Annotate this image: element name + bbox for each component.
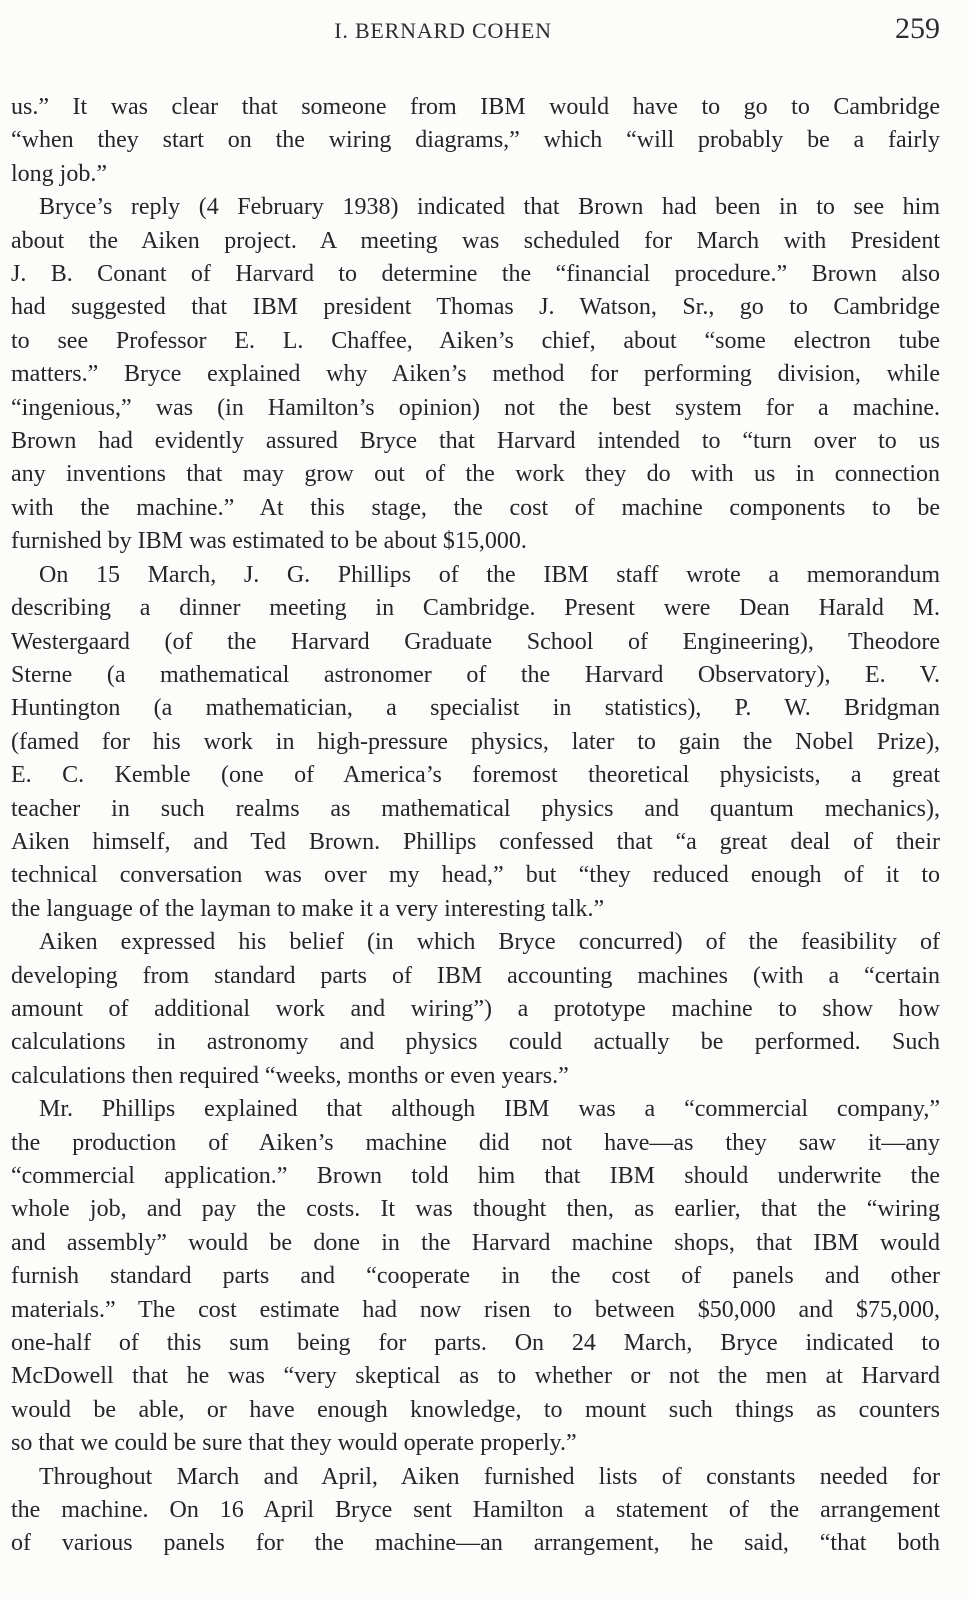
text-line: to see Professor E. L. Chaffee, Aiken’s chief, about “some electron tube bbox=[11, 327, 940, 354]
text-line: furnish standard parts and “cooperate in the cost of panels and other bbox=[11, 1263, 940, 1290]
text-line: any inventions that may grow out of the work they do with us in connection bbox=[11, 461, 940, 488]
text-line: Brown had evidently assured Bryce that Harvard intended to “turn over to us bbox=[11, 428, 940, 455]
text-line: furnished by IBM was estimated to be about $15,000. bbox=[11, 528, 527, 555]
text-line: matters.” Bryce explained why Aiken’s method for performing division, while bbox=[11, 361, 940, 388]
text-line: calculations then required “weeks, months or even years.” bbox=[11, 1062, 569, 1089]
text-line: whole job, and pay the costs. It was thought then, as earlier, that the “wiring bbox=[11, 1196, 940, 1223]
paragraph bbox=[11, 191, 940, 558]
text-line: about the Aiken project. A meeting was scheduled for March with President bbox=[11, 227, 940, 254]
text-line: the language of the layman to make it a very interesting talk.” bbox=[11, 895, 605, 922]
text-line: describing a dinner meeting in Cambridge. Present were Dean Harald M. bbox=[11, 595, 940, 622]
paragraph bbox=[11, 1461, 940, 1561]
text-line: E. C. Kemble (one of America’s foremost theoretical physicists, a great bbox=[11, 762, 940, 789]
running-title: I. BERNARD COHEN bbox=[334, 18, 552, 43]
text-line: amount of additional work and wiring”) a prototype machine to show how bbox=[11, 995, 940, 1022]
paragraph bbox=[11, 559, 940, 926]
paragraph bbox=[11, 91, 940, 191]
text-line: technical conversation was over my head,” but “they reduced enough of it to bbox=[11, 862, 940, 889]
text-line: long job.” bbox=[11, 160, 107, 187]
text-line: Westergaard (of the Harvard Graduate School of Engineering), Theodore bbox=[11, 628, 940, 655]
text-line: one-half of this sum being for parts. On 24 March, Bryce indicated to bbox=[11, 1330, 940, 1357]
page-number: 259 bbox=[895, 12, 940, 45]
text-line: “ingenious,” was (in Hamilton’s opinion) not the best system for a machine. bbox=[11, 394, 940, 421]
text-line: developing from standard parts of IBM accounting machines (with a “certain bbox=[11, 962, 940, 989]
text-line: “when they start on the wiring diagrams,” which “will probably be a fairly bbox=[11, 127, 940, 154]
text-line: calculations in astronomy and physics could actually be performed. Such bbox=[11, 1029, 940, 1056]
text-line: Bryce’s reply (4 February 1938) indicated that Brown had been in to see him bbox=[39, 194, 940, 221]
text-line: Mr. Phillips explained that although IBM was a “commercial company,” bbox=[39, 1096, 940, 1123]
text-line: had suggested that IBM president Thomas J. Watson, Sr., go to Cambridge bbox=[11, 294, 940, 321]
text-line: (famed for his work in high-pressure physics, later to gain the Nobel Prize), bbox=[11, 728, 940, 755]
text-line: On 15 March, J. G. Phillips of the IBM staff wrote a memorandum bbox=[39, 561, 940, 588]
text-line: so that we could be sure that they would operate properly.” bbox=[11, 1430, 577, 1457]
paragraph bbox=[11, 1093, 940, 1460]
text-line: “commercial application.” Brown told him that IBM should underwrite the bbox=[11, 1163, 940, 1189]
text-line: materials.” The cost estimate had now risen to between $50,000 and $75,000, bbox=[11, 1296, 940, 1323]
text-line: us.” It was clear that someone from IBM would have to go to Cambridge bbox=[11, 94, 940, 120]
text-line: and assembly” would be done in the Harvard machine shops, that IBM would bbox=[11, 1229, 940, 1256]
text-line: with the machine.” At this stage, the cost of machine components to be bbox=[11, 494, 940, 521]
text-line: Aiken himself, and Ted Brown. Phillips confessed that “a great deal of their bbox=[11, 828, 940, 855]
paragraph bbox=[11, 926, 940, 1093]
text-line: the machine. On 16 April Bryce sent Hamilton a statement of the arrangement bbox=[11, 1497, 940, 1524]
text-line: Aiken expressed his belief (in which Bryce concurred) of the feasibility of bbox=[39, 929, 940, 956]
text-line: Huntington (a mathematician, a specialist in statistics), P. W. Bridgman bbox=[11, 695, 940, 722]
text-line: Throughout March and April, Aiken furnished lists of constants needed for bbox=[39, 1463, 940, 1490]
text-line: teacher in such realms as mathematical physics and quantum mechanics), bbox=[11, 795, 940, 822]
text-line: would be able, or have enough knowledge, to mount such things as counters bbox=[11, 1396, 940, 1423]
text-line: J. B. Conant of Harvard to determine the “financial procedure.” Brown also bbox=[11, 261, 940, 288]
text-line: the production of Aiken’s machine did not have—as they saw it—any bbox=[11, 1129, 940, 1156]
text-line: of various panels for the machine—an arrangement, he said, “that both bbox=[11, 1530, 940, 1557]
text-line: McDowell that he was “very skeptical as to whether or not the men at Harvard bbox=[11, 1363, 940, 1390]
page-body-text bbox=[11, 91, 940, 1561]
text-line: Sterne (a mathematical astronomer of the Harvard Observatory), E. V. bbox=[11, 661, 940, 688]
